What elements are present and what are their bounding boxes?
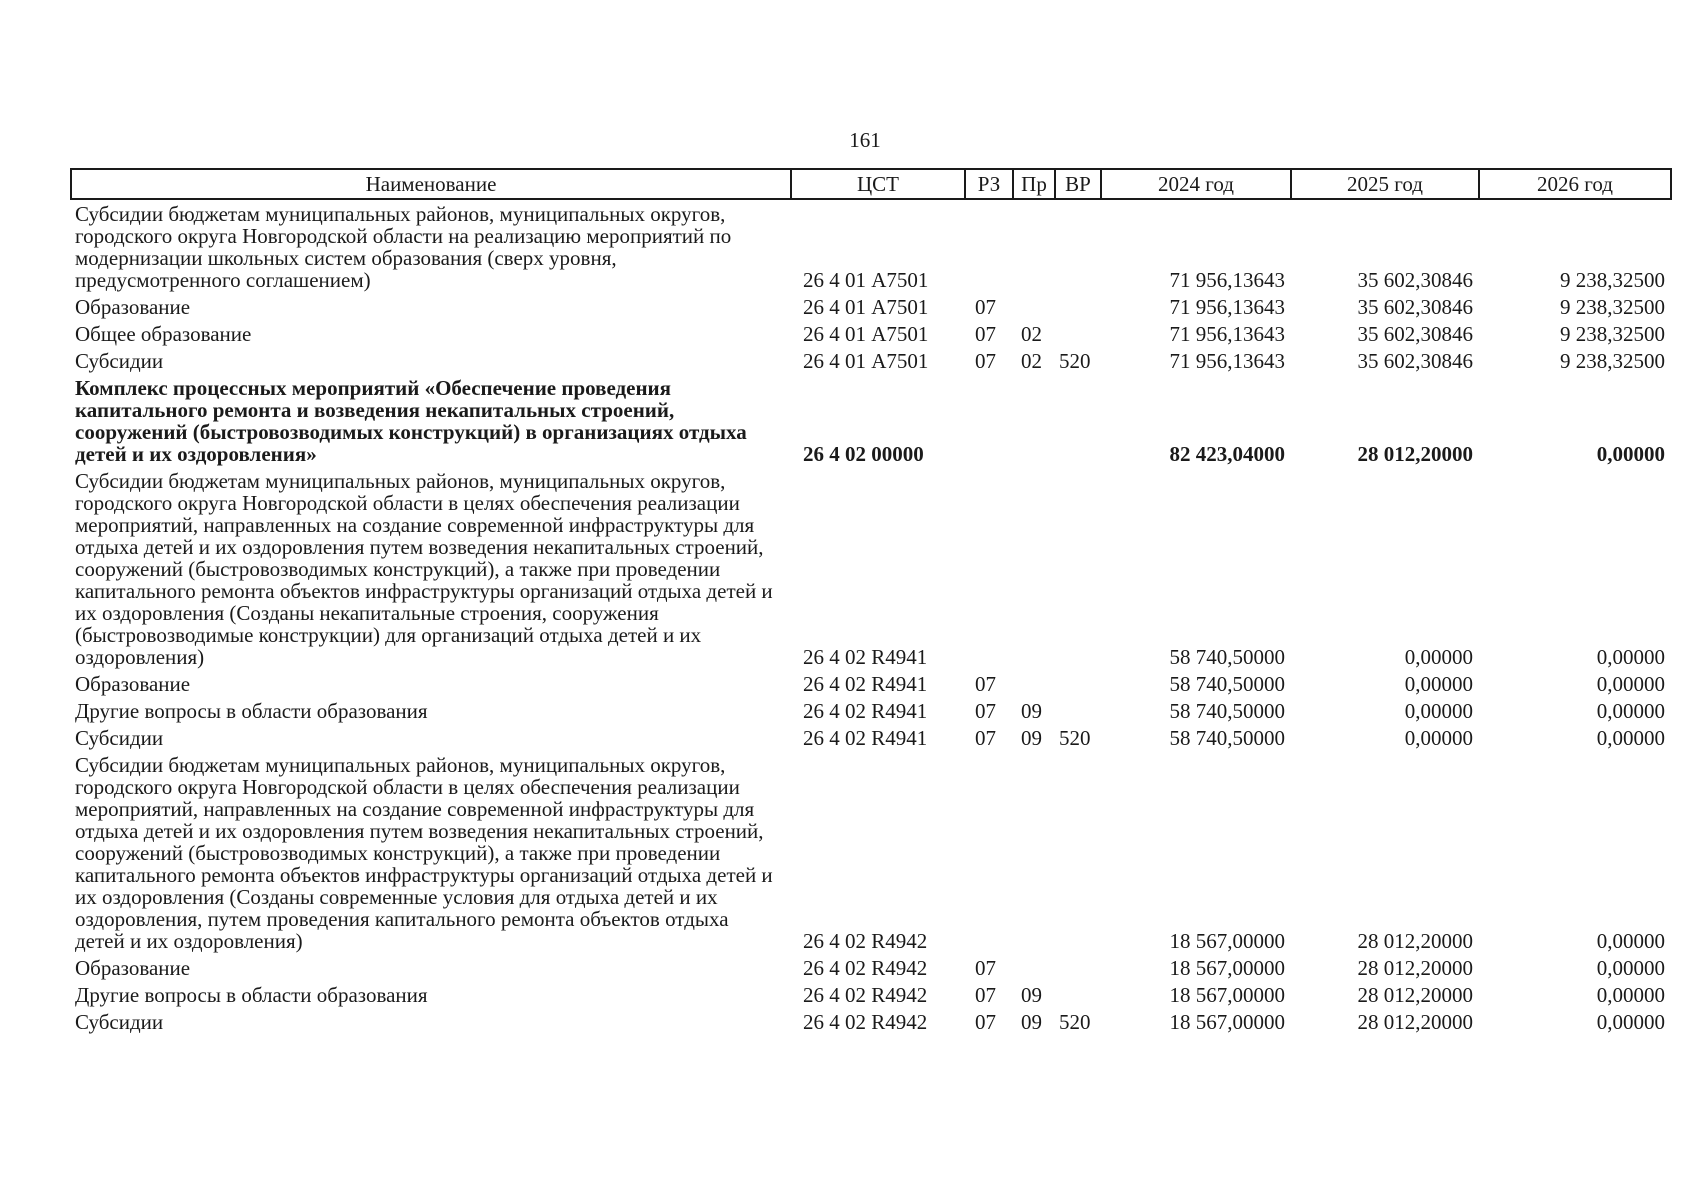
cell-pr (1013, 751, 1055, 954)
cell-y2025: 28 012,20000 (1357, 442, 1473, 466)
cell-pr (1013, 467, 1055, 670)
cell-name: Субсидии бюджетам муниципальных районов, муниципальных округов, городского округа Новгородской области на реализацию мероприятий по модернизации школьных систем образования (сверх уровня, предусмотренного соглашением) (75, 202, 732, 292)
cell-rz: 07 (975, 322, 996, 346)
cell-y2025: 0,00000 (1404, 672, 1473, 696)
cell-name: Субсидии (75, 349, 164, 373)
header-pr: Пр (1013, 169, 1055, 199)
table-row (71, 347, 1671, 374)
cell-name: Общее образование (75, 322, 252, 346)
table-row (71, 1008, 1671, 1035)
cell-y2024: 71 956,13643 (1169, 268, 1285, 292)
cell-vr: 520 (1059, 1010, 1091, 1034)
cell-y2025: 0,00000 (1404, 726, 1473, 750)
cell-rz: 07 (975, 956, 996, 980)
budget-table-container (70, 168, 1670, 1035)
cell-code: 26 4 02 R4941 (803, 645, 928, 669)
cell-pr: 09 (1021, 1010, 1042, 1034)
cell-y2026: 0,00000 (1596, 956, 1665, 980)
cell-y2024: 58 740,50000 (1169, 672, 1285, 696)
table-row (71, 724, 1671, 751)
cell-name: Образование (75, 295, 191, 319)
cell-y2026: 0,00000 (1596, 1010, 1665, 1034)
header-2026: 2026 год (1479, 169, 1671, 199)
table-row (71, 293, 1671, 320)
cell-pr (1013, 199, 1055, 293)
cell-vr (1055, 199, 1101, 293)
cell-pr: 09 (1021, 983, 1042, 1007)
cell-rz (965, 751, 1013, 954)
cell-pr: 09 (1021, 699, 1042, 723)
cell-code: 26 4 02 R4942 (803, 1010, 928, 1034)
cell-y2024: 71 956,13643 (1169, 349, 1285, 373)
cell-rz (965, 199, 1013, 293)
cell-pr: 02 (1021, 349, 1042, 373)
cell-rz: 07 (975, 983, 996, 1007)
cell-name: Комплекс процессных мероприятий «Обеспечение проведения капитального ремонта и возведения некапитальных строений, сооружений (быстровозводимых конструкций) в организациях отдыха детей и их оздоровления» (75, 376, 747, 466)
cell-y2025: 28 012,20000 (1357, 983, 1473, 1007)
header-2024: 2024 год (1101, 169, 1291, 199)
cell-y2025: 28 012,20000 (1357, 929, 1473, 953)
header-code: ЦСТ (791, 169, 965, 199)
table-row (71, 467, 1671, 670)
cell-pr: 09 (1021, 726, 1042, 750)
cell-name: Субсидии бюджетам муниципальных районов, муниципальных округов, городского округа Новгородской области в целях обеспечения реализации мероприятий, направленных на создание современной инфраструктуры для отдыха детей и их оздоровления путем возведения некапитальных строений, сооружений (быстровозводимых конструкций), а также при проведении капитального ремонта объектов инфраструктуры организаций отдыха детей и их оздоровления (Созданы современные условия для отдыха детей и их оздоровления, путем проведения капитального ремонта объектов отдыха детей и их оздоровления) (75, 753, 773, 953)
cell-y2025: 28 012,20000 (1357, 956, 1473, 980)
cell-y2026: 0,00000 (1596, 929, 1665, 953)
cell-rz (965, 467, 1013, 670)
cell-y2024: 18 567,00000 (1169, 1010, 1285, 1034)
cell-code: 26 4 02 R4941 (803, 672, 928, 696)
header-2025: 2025 год (1291, 169, 1479, 199)
cell-name: Другие вопросы в области образования (75, 699, 428, 723)
cell-pr (1013, 954, 1055, 981)
cell-name: Другие вопросы в области образования (75, 983, 428, 1007)
cell-vr (1055, 467, 1101, 670)
cell-y2025: 0,00000 (1404, 645, 1473, 669)
cell-y2025: 28 012,20000 (1357, 1010, 1473, 1034)
cell-rz: 07 (975, 295, 996, 319)
cell-vr (1055, 374, 1101, 467)
cell-name: Субсидии бюджетам муниципальных районов, муниципальных округов, городского округа Новгородской области в целях обеспечения реализации мероприятий, направленных на создание современной инфраструктуры для отдыха детей и их оздоровления путем возведения некапитальных строений, сооружений (быстровозводимых конструкций), а также при проведении капитального ремонта объектов инфраструктуры организаций отдыха детей и их оздоровления (Созданы некапитальные строения, сооружения (быстровозводимые конструкции) для организаций отдыха детей и их оздоровления) (75, 469, 773, 669)
cell-rz (965, 374, 1013, 467)
cell-y2025: 35 602,30846 (1357, 349, 1473, 373)
cell-vr (1055, 293, 1101, 320)
cell-vr (1055, 751, 1101, 954)
cell-y2026: 0,00000 (1596, 645, 1665, 669)
cell-y2024: 58 740,50000 (1169, 726, 1285, 750)
cell-code: 26 4 01 А7501 (803, 349, 929, 373)
cell-code: 26 4 02 00000 (803, 442, 924, 466)
table-row (71, 981, 1671, 1008)
cell-rz: 07 (975, 726, 996, 750)
header-vr: ВР (1055, 169, 1101, 199)
cell-rz: 07 (975, 1010, 996, 1034)
cell-name: Образование (75, 672, 191, 696)
table-row (71, 374, 1671, 467)
cell-y2026: 9 238,32500 (1560, 349, 1665, 373)
cell-code: 26 4 02 R4942 (803, 983, 928, 1007)
cell-y2025: 0,00000 (1404, 699, 1473, 723)
table-header (71, 169, 1671, 199)
cell-y2024: 71 956,13643 (1169, 295, 1285, 319)
cell-y2026: 9 238,32500 (1560, 295, 1665, 319)
cell-y2024: 58 740,50000 (1169, 699, 1285, 723)
table-row (71, 697, 1671, 724)
header-row (71, 169, 1671, 199)
cell-rz: 07 (975, 349, 996, 373)
cell-vr: 520 (1059, 349, 1091, 373)
cell-y2024: 58 740,50000 (1169, 645, 1285, 669)
cell-vr (1055, 981, 1101, 1008)
cell-code: 26 4 01 А7501 (803, 268, 929, 292)
cell-y2024: 18 567,00000 (1169, 956, 1285, 980)
cell-y2026: 0,00000 (1596, 672, 1665, 696)
table-row (71, 670, 1671, 697)
cell-y2024: 82 423,04000 (1169, 442, 1285, 466)
table-body (71, 199, 1671, 1035)
cell-code: 26 4 02 R4941 (803, 699, 928, 723)
cell-vr: 520 (1059, 726, 1091, 750)
cell-y2026: 9 238,32500 (1560, 268, 1665, 292)
table-row (71, 320, 1671, 347)
cell-vr (1055, 320, 1101, 347)
cell-pr (1013, 374, 1055, 467)
cell-y2025: 35 602,30846 (1357, 268, 1473, 292)
header-rz: РЗ (965, 169, 1013, 199)
cell-code: 26 4 01 А7501 (803, 322, 929, 346)
cell-y2025: 35 602,30846 (1357, 295, 1473, 319)
cell-y2026: 9 238,32500 (1560, 322, 1665, 346)
header-name: Наименование (71, 169, 791, 199)
cell-y2026: 0,00000 (1596, 699, 1665, 723)
table-row (71, 199, 1671, 293)
cell-pr: 02 (1021, 322, 1042, 346)
cell-vr (1055, 697, 1101, 724)
cell-y2026: 0,00000 (1596, 983, 1665, 1007)
cell-y2026: 0,00000 (1596, 726, 1665, 750)
cell-y2024: 71 956,13643 (1169, 322, 1285, 346)
cell-y2024: 18 567,00000 (1169, 929, 1285, 953)
table-row (71, 751, 1671, 954)
cell-code: 26 4 01 А7501 (803, 295, 929, 319)
cell-rz: 07 (975, 672, 996, 696)
cell-vr (1055, 954, 1101, 981)
cell-y2024: 18 567,00000 (1169, 983, 1285, 1007)
cell-rz: 07 (975, 699, 996, 723)
cell-y2025: 35 602,30846 (1357, 322, 1473, 346)
cell-pr (1013, 293, 1055, 320)
cell-code: 26 4 02 R4941 (803, 726, 928, 750)
cell-name: Субсидии (75, 726, 164, 750)
cell-y2026: 0,00000 (1596, 442, 1665, 466)
cell-code: 26 4 02 R4942 (803, 929, 928, 953)
cell-vr (1055, 670, 1101, 697)
cell-name: Субсидии (75, 1010, 164, 1034)
page-number: 161 (849, 128, 881, 152)
cell-code: 26 4 02 R4942 (803, 956, 928, 980)
cell-name: Образование (75, 956, 191, 980)
table-row (71, 954, 1671, 981)
budget-table (70, 168, 1672, 1035)
cell-pr (1013, 670, 1055, 697)
